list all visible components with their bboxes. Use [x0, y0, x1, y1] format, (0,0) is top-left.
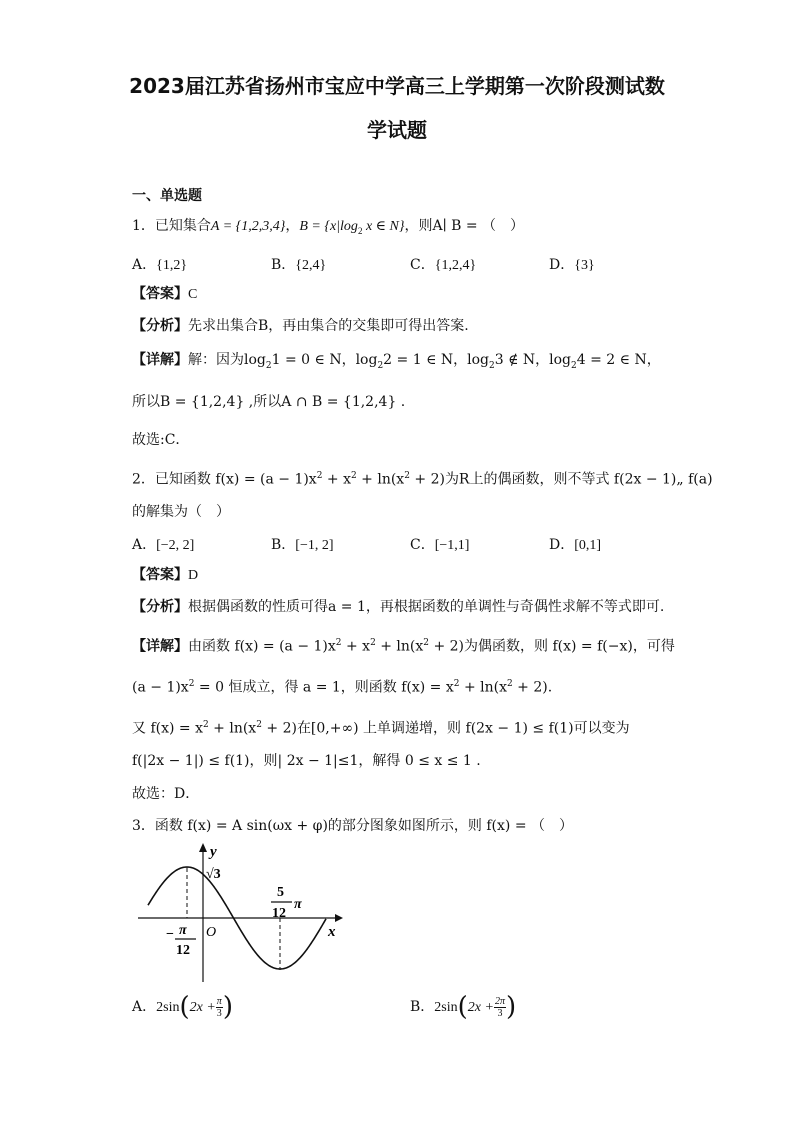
question-2-stem-line1 [132, 466, 713, 490]
peak-value-label: √3 [206, 867, 221, 882]
detail-text: + 2)为偶函数，则 f(x) = f(−x)，可得 [429, 638, 675, 655]
detail-text: + 2). [512, 679, 553, 696]
left-tick-numerator: π [179, 923, 187, 938]
detail-text: + ln(x [459, 679, 507, 696]
question-1-stem [132, 216, 524, 241]
detail-text: 1 = 0 ∈ N，log [271, 352, 378, 368]
detail-1-line1 [132, 350, 661, 376]
option-c[interactable] [410, 534, 469, 554]
option-b[interactable] [410, 992, 516, 1022]
set-a: A = {1,2,3,4} [210, 219, 286, 234]
analysis-2 [132, 597, 664, 617]
option-b[interactable] [271, 254, 326, 274]
exponent: 2 [453, 679, 460, 689]
exponent: 2 [335, 638, 342, 648]
option-value: {1,2} [156, 258, 188, 273]
leq-symbol: „ [676, 471, 684, 488]
x-axis-arrow-icon [335, 914, 343, 922]
conclusion-1: 故选:C． [132, 432, 190, 448]
answer-value: D [188, 568, 199, 583]
right-tick-denominator: 12 [272, 906, 286, 921]
stem-text: + 2)为R上的偶函数，则不等式 f(2x − 1) [409, 471, 677, 488]
answer-tag: 【答案】 [132, 567, 188, 583]
stem-suffix: ，则A∣ B = （ ） [404, 218, 525, 234]
option-prefix: 2sin [434, 1000, 458, 1015]
detail-text: = 0 恒成立，得 a = 1，则函数 f(x) = x [194, 679, 454, 696]
left-tick-sign: − [166, 927, 174, 942]
log-base: 2 [489, 360, 495, 371]
option-d[interactable] [549, 254, 595, 274]
origin-label: O [206, 925, 217, 940]
fraction-denominator: 3 [216, 1007, 222, 1019]
detail-text: 2 = 1 ∈ N，log [383, 352, 489, 368]
detail-text: 解：因为log [188, 352, 266, 368]
option-label: C． [410, 537, 435, 553]
fraction-numerator: 2π [494, 995, 505, 1007]
detail-text: + x [341, 638, 371, 655]
fraction-denominator: 3 [497, 1007, 503, 1019]
option-label: B． [271, 257, 296, 273]
log-base: 2 [377, 360, 384, 371]
set-b: B = {x|log [299, 219, 358, 234]
analysis-tag: 【分析】 [132, 318, 188, 334]
option-a[interactable] [132, 254, 187, 274]
open-paren: ( [457, 992, 468, 1022]
option-value: {3} [574, 258, 595, 273]
log-base: 2 [357, 225, 363, 236]
stem-text: 函数 f(x) = A sin(ωx + φ)的部分图象如图所示，则 f(x) = （ ） [154, 818, 573, 834]
left-tick-denominator: 12 [176, 943, 190, 958]
stem-text: + ln(x [356, 471, 405, 488]
detail-text: 由函数 f(x) = (a − 1)x [188, 638, 336, 655]
option-prefix: 2sin [156, 1000, 180, 1015]
option-b[interactable] [271, 534, 334, 554]
option-label: A． [132, 999, 157, 1015]
option-value: [−1,1] [434, 538, 470, 553]
exponent: 2 [188, 679, 195, 689]
close-paren: ) [505, 992, 517, 1022]
set-b-rest: x ∈ N} [362, 219, 405, 234]
detail-1-line2: 所以B = {1,2,4} ,所以A ∩ B = {1,2,4} . [132, 394, 406, 410]
right-tick-pi: π [294, 897, 302, 912]
option-value: [−2, 2] [156, 538, 195, 553]
analysis-text: 根据偶函数的性质可得a = 1，再根据函数的单调性与奇偶性求解不等式即可. [188, 599, 665, 615]
option-inner: 2x + [189, 1000, 216, 1015]
option-label: B． [271, 537, 296, 553]
detail-text: (a − 1)x [132, 679, 189, 696]
detail-2-line3 [132, 715, 630, 739]
section-heading: 一、单选题 [132, 188, 202, 204]
detail-2-line2 [132, 674, 552, 698]
detail-text: + ln(x [375, 638, 424, 655]
option-value: {1,2,4} [434, 258, 477, 273]
question-number: 1． [132, 218, 155, 234]
exponent: 2 [404, 471, 410, 481]
detail-text: 3 ∉ N，log [494, 352, 572, 368]
option-value: {2,4} [295, 258, 327, 273]
exponent: 2 [316, 471, 323, 481]
exponent: 2 [202, 720, 209, 730]
sine-graph [130, 840, 350, 990]
y-axis-label: y [210, 844, 217, 860]
analysis-tag: 【分析】 [132, 599, 188, 615]
detail-text: 4 = 2 ∈ N， [576, 352, 661, 368]
separator: ， [285, 218, 300, 234]
log-base: 2 [571, 360, 577, 371]
option-c[interactable] [410, 254, 476, 274]
option-label: A． [132, 257, 157, 273]
conclusion-2: 故选：D． [132, 786, 200, 802]
option-a[interactable] [132, 534, 194, 554]
detail-2-line4: f(|2x − 1|) ≤ f(1)，则| 2x − 1|≤1，解得 0 ≤ x ≤ 1 . [132, 753, 481, 769]
question-number: 3． [132, 818, 155, 834]
option-fraction [216, 996, 223, 1019]
option-label: A． [132, 537, 157, 553]
stem-text: 已知函数 f(x) = (a − 1)x [154, 471, 317, 488]
exponent: 2 [370, 638, 376, 648]
page-title-line1: 2023届江苏省扬州市宝应中学高三上学期第一次阶段测试数 [129, 74, 665, 98]
option-a[interactable] [132, 992, 233, 1022]
detail-tag: 【详解】 [132, 638, 188, 655]
detail-tag: 【详解】 [132, 352, 188, 368]
detail-2-line1 [132, 633, 675, 657]
analysis-text: 先求出集合B，再由集合的交集即可得出答案. [188, 318, 469, 334]
stem-text: + x [322, 471, 351, 488]
open-paren: ( [179, 992, 190, 1022]
option-value: [−1, 2] [295, 538, 334, 553]
fraction-numerator: π [216, 995, 222, 1007]
close-paren: ) [222, 992, 233, 1022]
question-number: 2． [132, 471, 155, 488]
question-3-stem [132, 816, 573, 836]
exponent: 2 [256, 720, 262, 730]
stem-text: 已知集合 [154, 218, 211, 234]
exponent: 2 [350, 471, 357, 481]
question-2-stem-line2: 的解集为（ ） [132, 504, 230, 520]
answer-tag: 【答案】 [132, 286, 188, 302]
option-d[interactable] [549, 534, 601, 554]
option-label: B． [410, 999, 435, 1015]
detail-text: + 2)在[0,+∞) 上单调递增，则 f(2x − 1) ≤ f(1)可以变为 [261, 720, 630, 737]
page-title-line2: 学试题 [367, 118, 427, 142]
x-axis-label: x [328, 924, 336, 940]
answer-2 [132, 565, 198, 586]
right-tick-numerator: 5 [277, 885, 284, 900]
detail-text: 又 f(x) = x [132, 720, 203, 737]
detail-text: + ln(x [208, 720, 257, 737]
option-label: D． [549, 257, 575, 273]
option-inner: 2x + [467, 1000, 494, 1015]
option-fraction [494, 996, 506, 1019]
stem-text: f(a) [683, 471, 713, 488]
exponent: 2 [423, 638, 430, 648]
answer-value: C [188, 287, 198, 302]
option-label: D． [549, 537, 575, 553]
log-base: 2 [265, 360, 272, 371]
answer-1 [132, 284, 197, 305]
option-label: C． [410, 257, 435, 273]
y-axis-arrow-icon [199, 843, 207, 852]
option-value: [0,1] [574, 538, 602, 553]
exponent: 2 [506, 679, 513, 689]
analysis-1 [132, 316, 469, 336]
